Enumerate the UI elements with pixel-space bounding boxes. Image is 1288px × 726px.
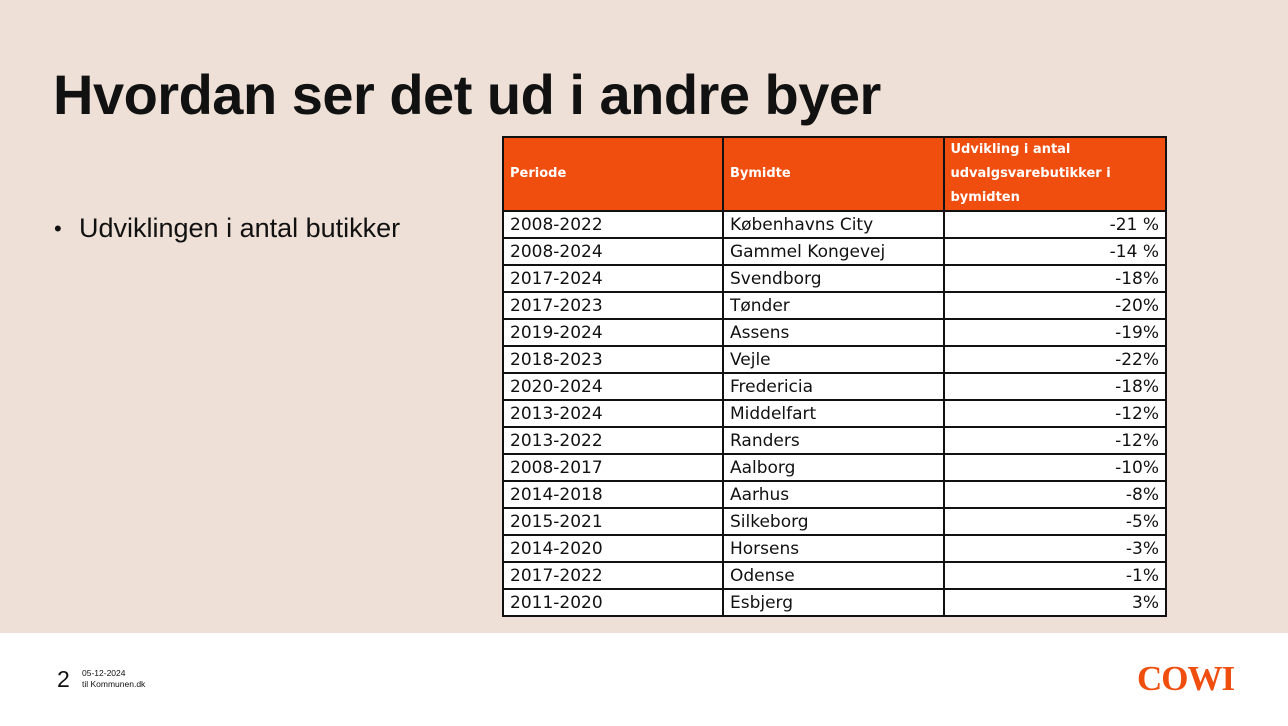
table-header-row bbox=[503, 137, 1166, 211]
cell-bymidte: Randers bbox=[723, 427, 944, 454]
table-row bbox=[503, 346, 1166, 373]
cell-udvikling: -1% bbox=[944, 562, 1167, 589]
cell-periode: 2018-2023 bbox=[503, 346, 723, 373]
slide-title: Hvordan ser det ud i andre byer bbox=[53, 63, 881, 126]
table-row bbox=[503, 265, 1166, 292]
header-bymidte: Bymidte bbox=[723, 137, 944, 211]
table-row bbox=[503, 535, 1166, 562]
page-number: 2 bbox=[57, 666, 70, 692]
footer-date: 05-12-2024 bbox=[82, 668, 126, 678]
bullet-list bbox=[54, 213, 400, 244]
cell-bymidte: Assens bbox=[723, 319, 944, 346]
cell-udvikling: -12% bbox=[944, 427, 1167, 454]
cell-udvikling: -19% bbox=[944, 319, 1167, 346]
cell-periode: 2008-2022 bbox=[503, 211, 723, 238]
header-periode: Periode bbox=[503, 137, 723, 211]
cell-bymidte: Vejle bbox=[723, 346, 944, 373]
cell-periode: 2011-2020 bbox=[503, 589, 723, 616]
cell-periode: 2017-2024 bbox=[503, 265, 723, 292]
cell-bymidte: Gammel Kongevej bbox=[723, 238, 944, 265]
table-row bbox=[503, 238, 1166, 265]
cell-udvikling: -14 % bbox=[944, 238, 1167, 265]
table-row bbox=[503, 319, 1166, 346]
cell-periode: 2014-2018 bbox=[503, 481, 723, 508]
cell-bymidte: Middelfart bbox=[723, 400, 944, 427]
cell-udvikling: -3% bbox=[944, 535, 1167, 562]
cell-periode: 2017-2022 bbox=[503, 562, 723, 589]
cell-bymidte: Aarhus bbox=[723, 481, 944, 508]
table-row bbox=[503, 481, 1166, 508]
cell-bymidte: Fredericia bbox=[723, 373, 944, 400]
cell-udvikling: -22% bbox=[944, 346, 1167, 373]
table-body bbox=[503, 211, 1166, 616]
table-row bbox=[503, 211, 1166, 238]
bullet-icon: • bbox=[54, 215, 62, 241]
table-row bbox=[503, 454, 1166, 481]
table-row bbox=[503, 508, 1166, 535]
cell-periode: 2020-2024 bbox=[503, 373, 723, 400]
cowi-logo: COWI bbox=[1137, 659, 1235, 698]
cell-udvikling: -21 % bbox=[944, 211, 1167, 238]
table-row bbox=[503, 427, 1166, 454]
table-row bbox=[503, 400, 1166, 427]
cell-periode: 2013-2024 bbox=[503, 400, 723, 427]
cell-periode: 2019-2024 bbox=[503, 319, 723, 346]
cell-udvikling: -5% bbox=[944, 508, 1167, 535]
cell-bymidte: Odense bbox=[723, 562, 944, 589]
cell-periode: 2014-2020 bbox=[503, 535, 723, 562]
table-row bbox=[503, 292, 1166, 319]
footer-meta bbox=[82, 668, 145, 690]
cell-bymidte: Silkeborg bbox=[723, 508, 944, 535]
cell-bymidte: Københavns City bbox=[723, 211, 944, 238]
cell-udvikling: -10% bbox=[944, 454, 1167, 481]
footer-subtitle: til Kommunen.dk bbox=[82, 679, 146, 689]
table-row bbox=[503, 373, 1166, 400]
cell-bymidte: Tønder bbox=[723, 292, 944, 319]
cell-bymidte: Aalborg bbox=[723, 454, 944, 481]
header-udvikling: Udvikling i antal udvalgsvarebutikker i bymidten bbox=[944, 137, 1167, 211]
cell-udvikling: -12% bbox=[944, 400, 1167, 427]
bullet-text: Udviklingen i antal butikker bbox=[79, 213, 401, 243]
table-row bbox=[503, 589, 1166, 616]
cell-udvikling: -18% bbox=[944, 265, 1167, 292]
cities-table bbox=[502, 136, 1167, 617]
cell-udvikling: -8% bbox=[944, 481, 1167, 508]
cell-periode: 2017-2023 bbox=[503, 292, 723, 319]
cell-udvikling: -20% bbox=[944, 292, 1167, 319]
cell-bymidte: Svendborg bbox=[723, 265, 944, 292]
cell-periode: 2008-2017 bbox=[503, 454, 723, 481]
cell-bymidte: Esbjerg bbox=[723, 589, 944, 616]
bullet-item bbox=[54, 213, 400, 244]
table-row bbox=[503, 562, 1166, 589]
cell-periode: 2015-2021 bbox=[503, 508, 723, 535]
cell-bymidte: Horsens bbox=[723, 535, 944, 562]
cell-udvikling: 3% bbox=[944, 589, 1167, 616]
cell-udvikling: -18% bbox=[944, 373, 1167, 400]
cell-periode: 2008-2024 bbox=[503, 238, 723, 265]
cell-periode: 2013-2022 bbox=[503, 427, 723, 454]
